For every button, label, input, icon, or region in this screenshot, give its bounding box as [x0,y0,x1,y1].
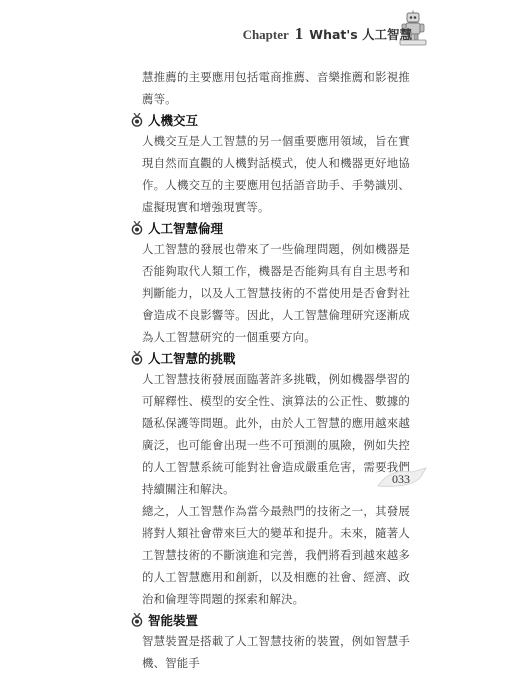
medal-bullet-icon [131,113,143,127]
section-paragraph: 人工智慧技術發展面臨著許多挑戰，例如機器學習的可解釋性、模型的安全性、演算法的公正性、數據的隱私保護等問題。此外，由於人工智慧的應用越來越廣泛，也可能會出現一些不可預測的風險，例如失控的人工智慧系統可能對社會造成嚴重危害，需要我們持續關注和解決。 [142,372,410,496]
chapter-header [243,24,412,44]
section-paragraph: 智慧裝置是搭載了人工智慧技術的裝置，例如智慧手機、智能手 [142,634,410,670]
section-heading [131,348,410,368]
section-paragraph: 人工智慧的發展也帶來了一些倫理問題，例如機器是否能夠取代人類工作，機器是否能夠具有自主思考和判斷能力，以及人工智慧技術的不當使用是否會對社會造成不良影響等。因此，人工智慧倫理研究逐漸成為人工智慧研究的一個重要方向。 [142,242,410,344]
intro-paragraph: 慧推薦的主要應用包括電商推薦、音樂推薦和影視推薦等。 [142,70,410,106]
medal-bullet-icon [131,613,143,627]
page-body [142,66,410,674]
section-heading [131,218,410,238]
chapter-title: What's 人工智慧 [309,27,412,42]
section-heading [131,110,410,130]
section-title: 人工智慧倫理 [148,221,224,236]
page-number: 033 [392,472,410,486]
chapter-label: Chapter [242,27,289,42]
medal-bullet-icon [131,351,143,365]
section-title: 人工智慧的挑戰 [148,351,236,366]
medal-bullet-icon [131,221,143,235]
summary-paragraph: 總之，人工智慧作為當今最熱門的技術之一，其發展將對人類社會帶來巨大的變革和提升。未來，隨著人工智慧技術的不斷演進和完善，我們將看到越來越多的人工智慧應用和創新，以及相應的社會、經濟、政治和倫理等問題的探索和解決。 [142,504,410,606]
section-paragraph: 人機交互是人工智慧的另一個重要應用領域，旨在實現自然而直觀的人機對話模式，使人和機器更好地協作。人機交互的主要應用包括語音助手、手勢識別、虛擬現實和增強現實等。 [142,134,410,214]
chapter-number: 1 [294,24,304,43]
section-title: 人機交互 [148,113,199,128]
section-heading [131,610,410,630]
section-title: 智能裝置 [148,613,199,628]
